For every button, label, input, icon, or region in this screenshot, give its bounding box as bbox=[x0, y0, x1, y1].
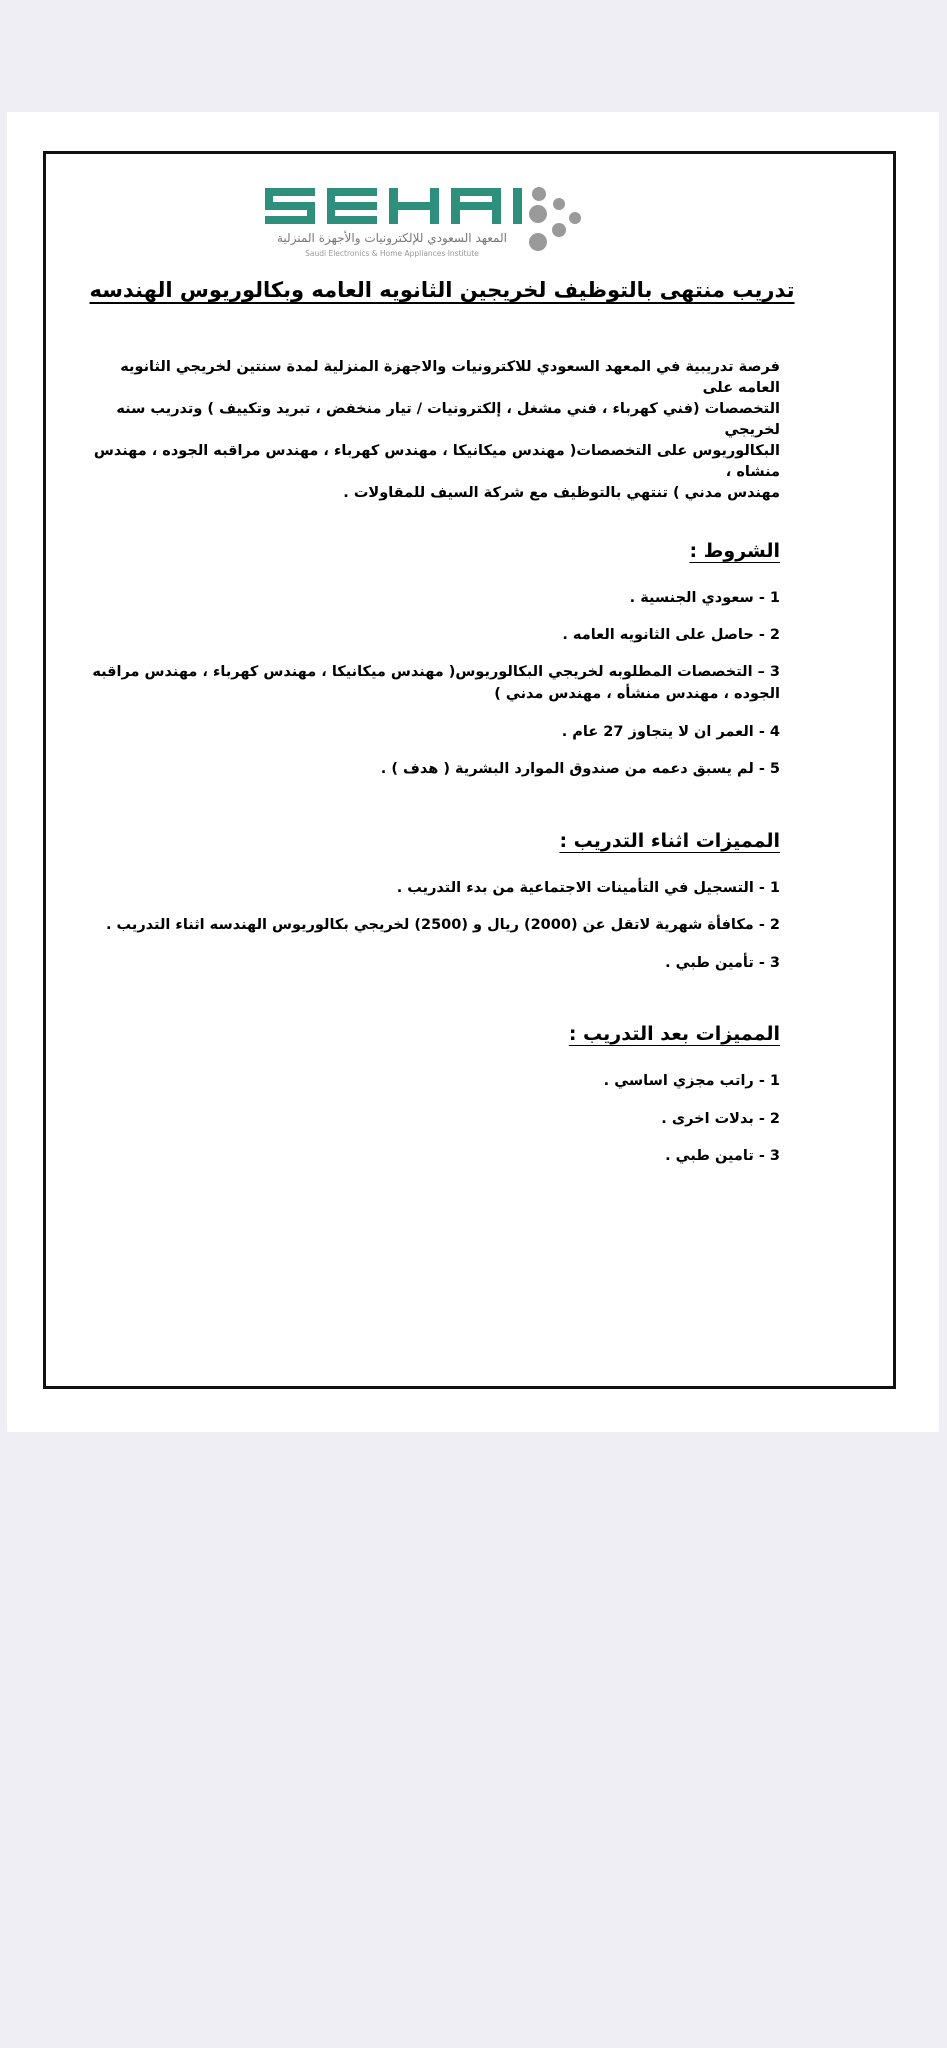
logo-dots-icon bbox=[529, 187, 581, 251]
logo-english-name: Saudi Electronics & Home Appliances Institute bbox=[305, 249, 479, 258]
intro-line: البكالوريوس على التخصصات( مهندس ميكانيكا ، مهندس كهرباء ، مهندس مراقبه الجوده ، مهندس منشاه ، bbox=[93, 443, 780, 480]
during-benefit-item: 1 - التسجيل في التأمينات الاجتماعية من بدء التدريب . bbox=[396, 880, 780, 896]
logo-wordmark bbox=[265, 188, 522, 224]
logo-arabic-name: المعهد السعودي للإلكترونيات والأجهزة المنزلية bbox=[277, 231, 507, 245]
after-benefit-item: 2 - بدلات اخرى . bbox=[661, 1111, 780, 1127]
intro-line: التخصصات (فني كهرباء ، فني مشغل ، إلكترونيات / تيار منخفض ، تبريد وتكييف ) وتدريب سنه لخريجي bbox=[116, 401, 780, 438]
condition-item: 4 - العمر ان لا يتجاوز 27 عام . bbox=[561, 724, 780, 740]
intro-line: مهندس مدني ) تنتهي بالتوظيف مع شركة السيف للمقاولات . bbox=[343, 485, 780, 501]
during-training-heading: المميزات اثناء التدريب : bbox=[559, 830, 780, 852]
intro-paragraph bbox=[80, 357, 780, 504]
sehai-logo bbox=[261, 182, 621, 264]
during-benefit-item: 3 - تأمين طبي . bbox=[665, 955, 780, 971]
page-title: تدريب منتهى بالتوظيف لخريجين الثانويه العامه وبكالوريوس الهندسه bbox=[89, 278, 795, 302]
after-benefit-item: 3 - تامين طبي . bbox=[665, 1148, 780, 1164]
during-benefit-item: 2 - مكافأة شهرية لاتقل عن (2000) ريال و (2500) لخريجي بكالوريوس الهندسه اثناء التدريب . bbox=[105, 917, 780, 933]
condition-item: 1 - سعودي الجنسية . bbox=[629, 590, 780, 606]
document-page bbox=[7, 112, 939, 1432]
intro-line: فرصة تدريبية في المعهد السعودي للاكترونيات والاجهزة المنزلية لمدة سنتين لخريجي الثانويه العامه على bbox=[120, 359, 780, 396]
condition-item: 5 - لم يسبق دعمه من صندوق الموارد البشرية ( هدف ) . bbox=[380, 761, 780, 777]
after-benefit-item: 1 - راتب مجزي اساسي . bbox=[603, 1073, 780, 1089]
conditions-heading: الشروط : bbox=[689, 540, 780, 562]
condition-item: 2 - حاصل على الثانويه العامه . bbox=[562, 627, 780, 643]
condition-item: 3 – التخصصات المطلوبه لخريجي البكالوريوس( مهندس ميكانيكا ، مهندس كهرباء ، مهندس مراقبه الجوده ، مهندس منشأه ، مهندس مدني ) bbox=[92, 664, 780, 702]
after-training-heading: المميزات بعد التدريب : bbox=[568, 1023, 780, 1045]
